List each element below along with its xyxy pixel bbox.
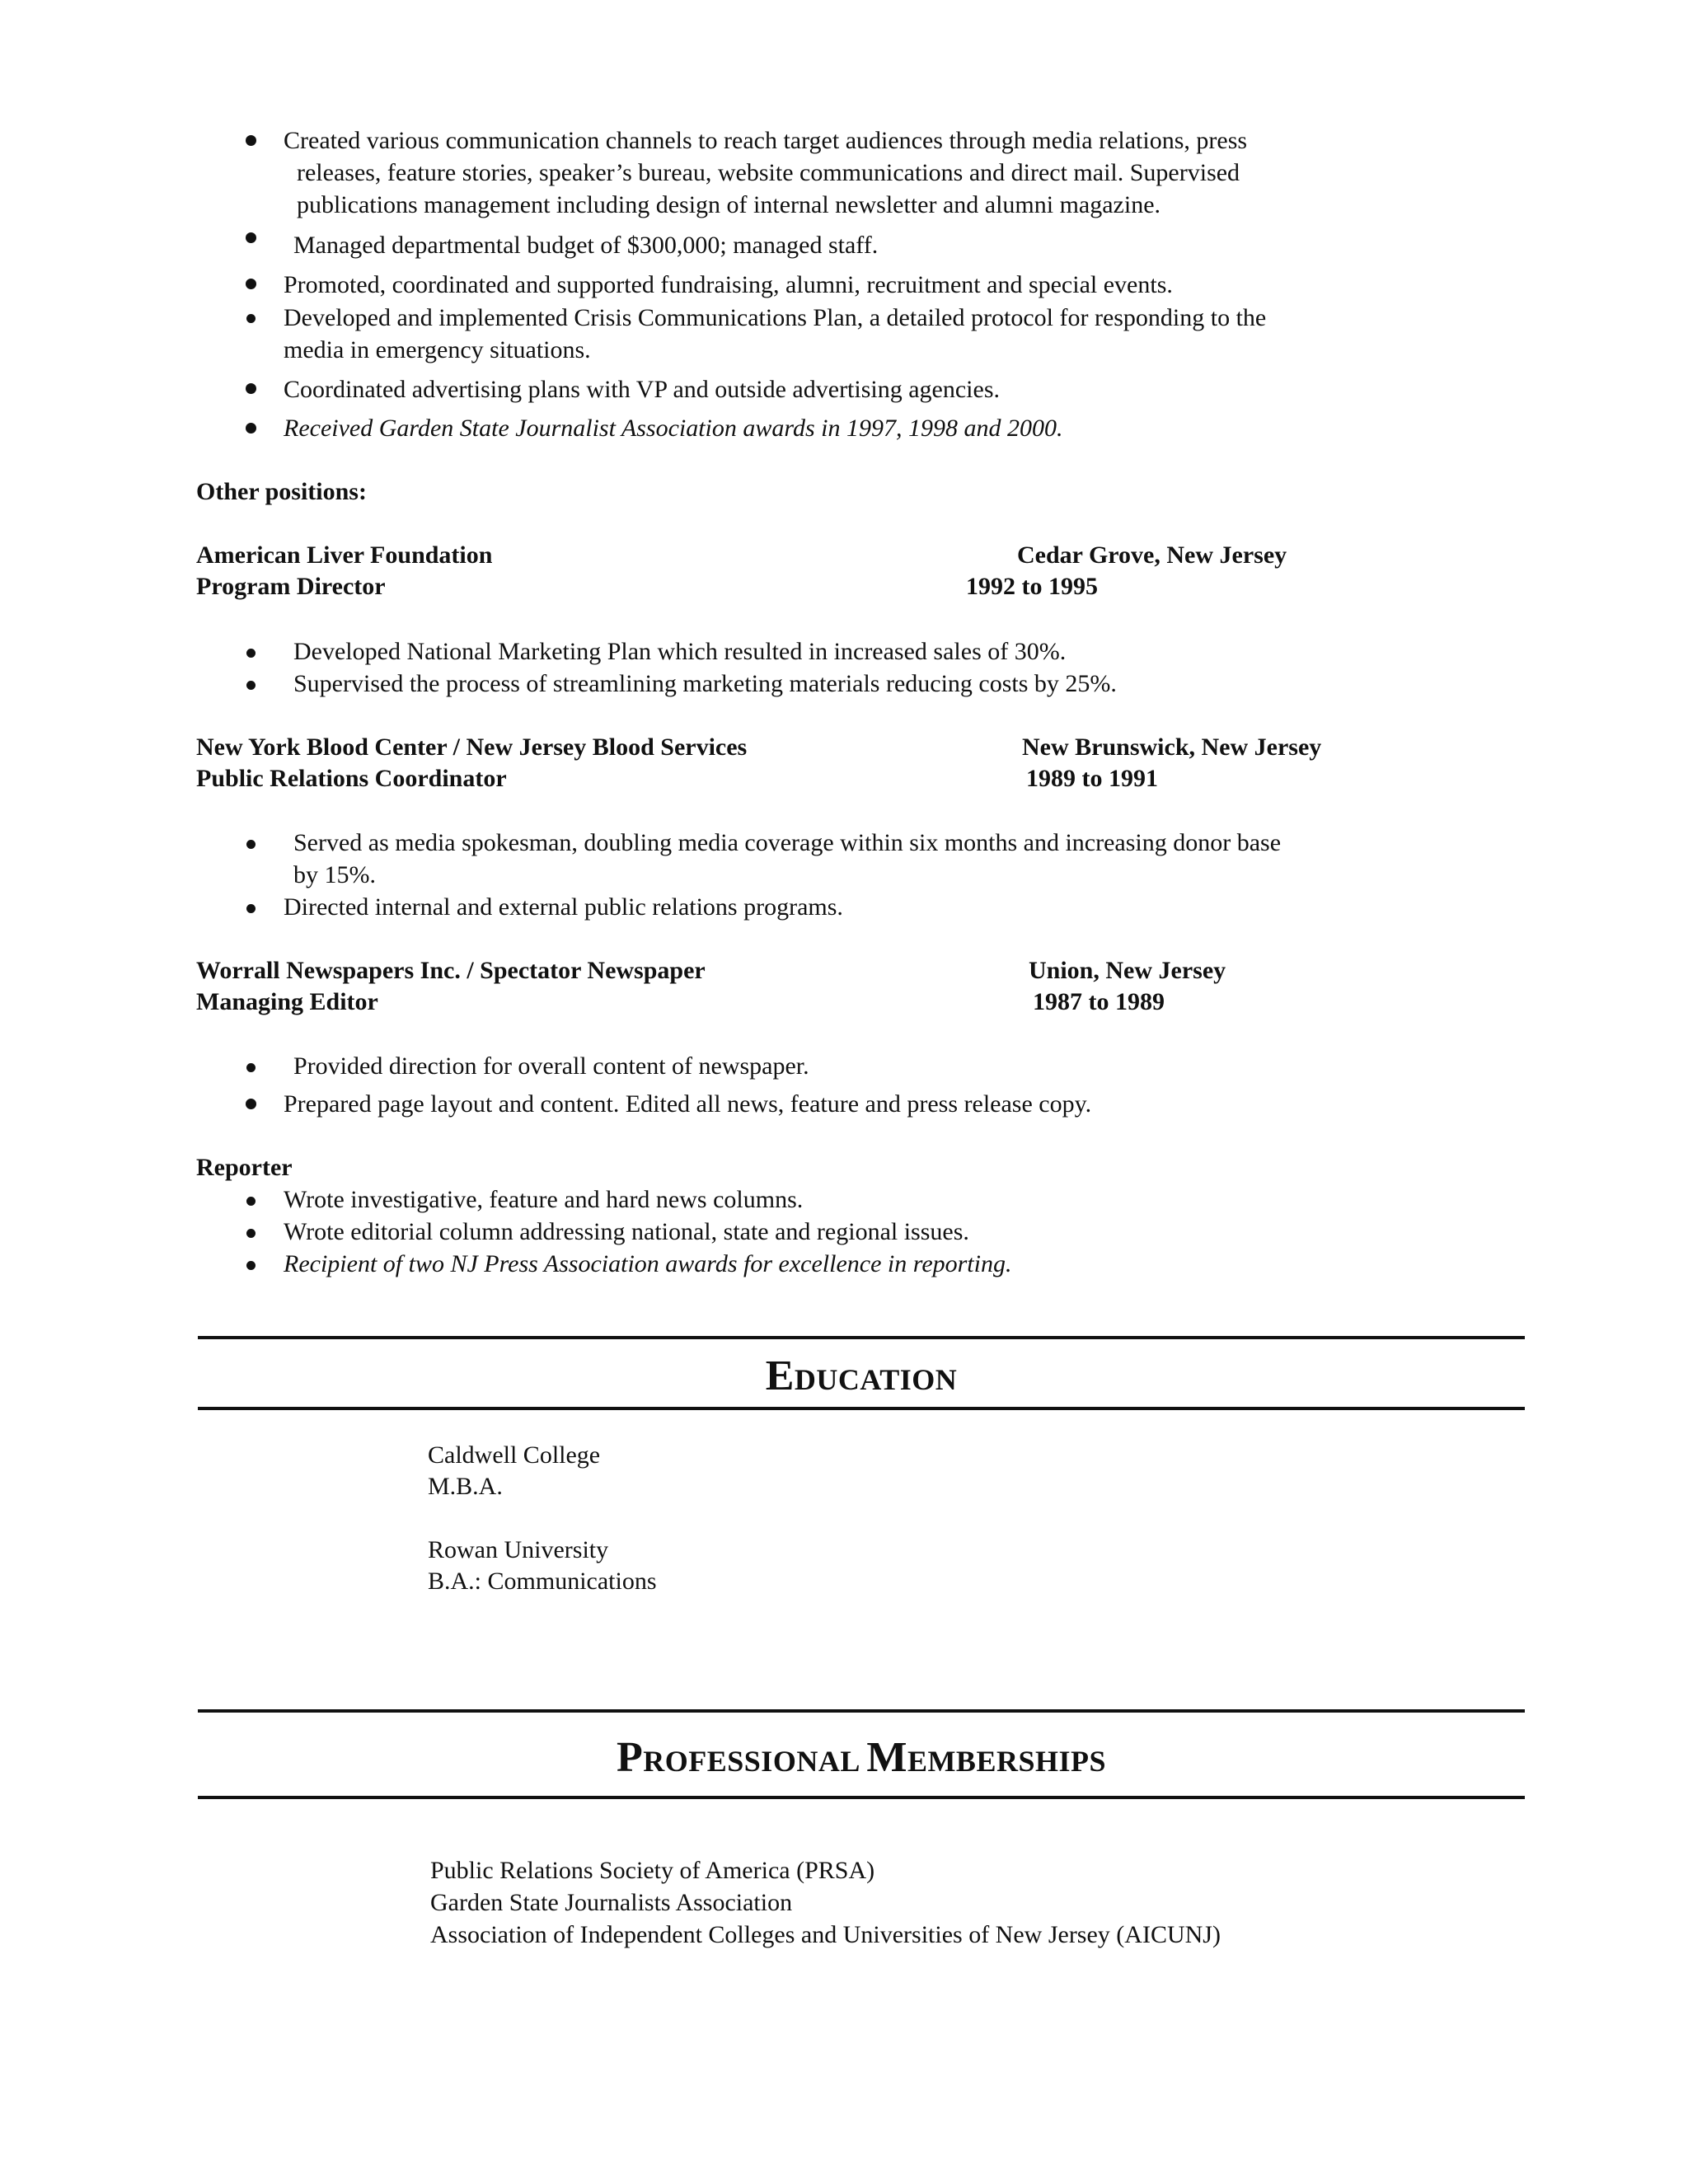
- list-item-continuation: releases, feature stories, speaker’s bureau, website communications and direct mail. Supervised: [297, 159, 1240, 186]
- list-item-continuation: publications management including design of internal newsletter and alumni magazine.: [297, 191, 1161, 218]
- job-location: Union, New Jersey: [1029, 957, 1226, 984]
- job-dates: 1992 to 1995: [966, 573, 1098, 600]
- list-item: Coordinated advertising plans with VP and outside advertising agencies.: [284, 376, 1001, 403]
- degree: B.A.: Communications: [428, 1568, 657, 1595]
- job-location: Cedar Grove, New Jersey: [1017, 541, 1287, 569]
- school-name: Caldwell College: [428, 1441, 601, 1469]
- degree: M.B.A.: [428, 1473, 503, 1500]
- list-item-continuation: media in emergency situations.: [284, 336, 591, 363]
- bullet-icon: [246, 840, 256, 849]
- list-item: Recipient of two NJ Press Association awards for excellence in reporting.: [284, 1250, 1012, 1277]
- bullet-icon: [246, 1099, 256, 1109]
- job-title: Public Relations Coordinator: [196, 765, 507, 792]
- bullet-icon: [246, 681, 256, 690]
- job-dates: 1989 to 1991: [1026, 765, 1158, 792]
- bullet-icon: [246, 135, 256, 146]
- list-item-continuation: by 15%.: [293, 861, 376, 888]
- section-rule: [198, 1407, 1525, 1410]
- bullet-icon: [246, 1229, 256, 1238]
- job-org: American Liver Foundation: [196, 541, 493, 569]
- job-location: New Brunswick, New Jersey: [1022, 733, 1322, 761]
- section-heading-memberships: PROFESSIONAL MEMBERSHIPS: [617, 1734, 1106, 1781]
- list-item: Developed National Marketing Plan which resulted in increased sales of 30%.: [293, 638, 1067, 665]
- list-item: Developed and implemented Crisis Communications Plan, a detailed protocol for responding to the: [284, 304, 1267, 331]
- bullet-icon: [246, 423, 256, 434]
- list-item: Wrote editorial column addressing national, state and regional issues.: [284, 1218, 969, 1245]
- list-item: Managed departmental budget of $300,000; managed staff.: [293, 232, 879, 259]
- list-item: Wrote investigative, feature and hard news columns.: [284, 1186, 804, 1213]
- list-item: Promoted, coordinated and supported fundraising, alumni, recruitment and special events.: [284, 271, 1173, 298]
- section-rule: [198, 1709, 1525, 1713]
- section-rule: [198, 1336, 1525, 1339]
- membership-item: Public Relations Society of America (PRSA): [430, 1857, 875, 1884]
- job-org: New York Blood Center / New Jersey Blood Services: [196, 733, 748, 761]
- bullet-icon: [246, 314, 256, 323]
- bullet-icon: [246, 232, 256, 243]
- bullet-icon: [246, 1063, 256, 1072]
- bullet-icon: [246, 279, 256, 289]
- list-item: Directed internal and external public relations programs.: [284, 893, 843, 921]
- job-title: Reporter: [196, 1154, 293, 1181]
- list-item: Created various communication channels to reach target audiences through media relations, press: [284, 127, 1248, 154]
- other-positions-heading: Other positions:: [196, 478, 367, 505]
- list-item: Provided direction for overall content of newspaper.: [293, 1052, 809, 1080]
- school-name: Rowan University: [428, 1536, 609, 1563]
- section-heading-education: EDUCATION: [765, 1352, 958, 1399]
- list-item: Prepared page layout and content. Edited all news, feature and press release copy.: [284, 1090, 1092, 1118]
- bullet-icon: [246, 1197, 256, 1206]
- job-title: Program Director: [196, 573, 386, 600]
- list-item: Supervised the process of streamlining marketing materials reducing costs by 25%.: [293, 670, 1117, 697]
- bullet-icon: [246, 1261, 256, 1270]
- list-item: Received Garden State Journalist Association awards in 1997, 1998 and 2000.: [284, 415, 1063, 442]
- section-rule: [198, 1796, 1525, 1799]
- bullet-icon: [246, 904, 256, 913]
- membership-item: Association of Independent Colleges and Universities of New Jersey (AICUNJ): [430, 1921, 1221, 1948]
- job-org: Worrall Newspapers Inc. / Spectator Newspaper: [196, 957, 706, 984]
- job-dates: 1987 to 1989: [1033, 988, 1165, 1015]
- bullet-icon: [246, 649, 256, 658]
- membership-item: Garden State Journalists Association: [430, 1889, 793, 1916]
- list-item: Served as media spokesman, doubling media coverage within six months and increasing donor base: [293, 829, 1282, 856]
- bullet-icon: [246, 383, 256, 394]
- job-title: Managing Editor: [196, 988, 378, 1015]
